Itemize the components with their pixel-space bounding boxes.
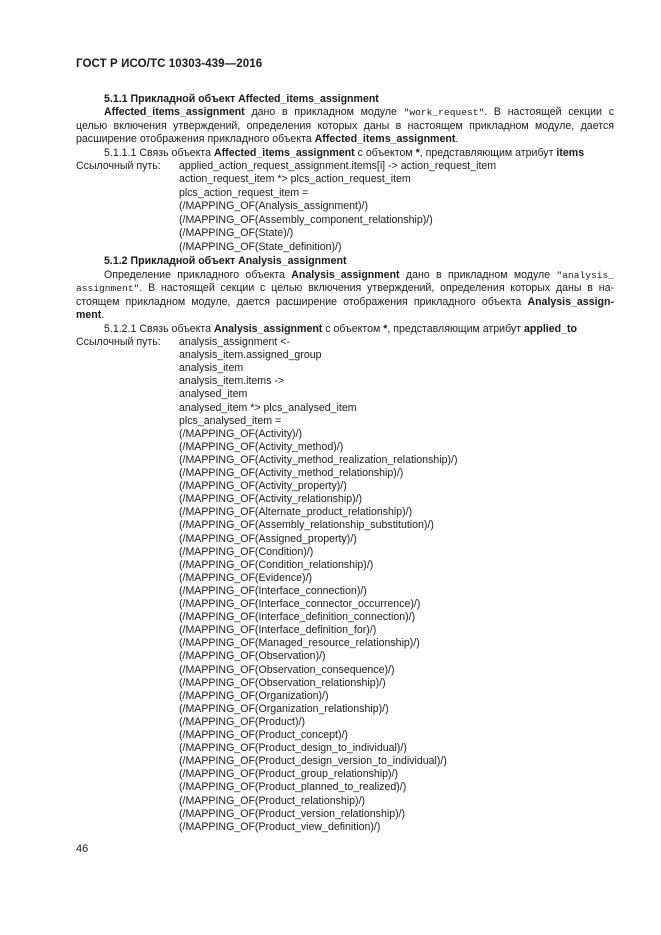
text-run: 5.1.2.1 Связь объекта bbox=[104, 322, 214, 335]
reference-path-line: (/MAPPING_OF(Assigned_property)/) bbox=[179, 532, 357, 545]
bold-term: Analysis_assignment bbox=[214, 322, 323, 335]
bold-term: Affected_items_assignment bbox=[314, 133, 456, 145]
reference-path-line: (/MAPPING_OF(Evidence)/) bbox=[179, 571, 313, 584]
reference-path-line: (/MAPPING_OF(Product_view_definition)/) bbox=[179, 820, 381, 833]
text-run: 5.1.1.1 Связь объекта bbox=[104, 146, 214, 159]
reference-path-line: (/MAPPING_OF(State_definition)/) bbox=[179, 240, 342, 253]
text-run: стоящем прикладном модуле, дается расширение отображения прикладного объекта bbox=[76, 295, 528, 308]
reference-path-line: (/MAPPING_OF(Condition_relationship)/) bbox=[179, 558, 374, 571]
reference-path-line: (/MAPPING_OF(Product)/) bbox=[179, 715, 305, 728]
reference-path-line: (/MAPPING_OF(Activity)/) bbox=[179, 427, 303, 440]
reference-path-label: Ссылочный путь: bbox=[76, 336, 161, 348]
paragraph-line: целью включения утверждений, определения которых даны в настоящем прикладном модуле, дается bbox=[76, 119, 614, 132]
reference-path-line: (/MAPPING_OF(Product_planned_to_realized)/) bbox=[179, 781, 407, 794]
paragraph-line bbox=[76, 269, 614, 282]
reference-path-line: (/MAPPING_OF(Managed_resource_relationship)/) bbox=[179, 637, 420, 650]
reference-path-line: (/MAPPING_OF(Product_group_relationship)/) bbox=[179, 768, 399, 781]
bold-term: items bbox=[556, 146, 585, 159]
reference-path-line: (/MAPPING_OF(Product_design_version_to_individual)/) bbox=[179, 755, 447, 768]
section-heading-analysis-assignment: 5.1.2 Прикладной объект Analysis_assignment bbox=[104, 255, 347, 267]
reference-path-line: (/MAPPING_OF(Activity_method_realization_relationship)/) bbox=[179, 453, 458, 466]
reference-path-line: (/MAPPING_OF(Product_version_relationship)/) bbox=[179, 807, 406, 820]
reference-path-line: (/MAPPING_OF(Product_design_to_individual)/) bbox=[179, 742, 407, 755]
reference-path-line: plcs_analysed_item = bbox=[179, 414, 282, 427]
reference-path-line: applied_action_request_assignment.items[i] -> action_request_item bbox=[179, 160, 497, 172]
reference-path-line: (/MAPPING_OF(Organization_relationship)/) bbox=[179, 702, 389, 715]
reference-path-line: (/MAPPING_OF(Interface_definition_connection)/) bbox=[179, 611, 416, 624]
paragraph-line bbox=[76, 309, 104, 322]
bold-term: Affected_items_assignment bbox=[214, 146, 355, 159]
text-run: . В настоящей секции с целью включения утверждений, определения которых даны в на- bbox=[139, 282, 614, 294]
reference-path-line: (/MAPPING_OF(Assembly_relationship_substitution)/) bbox=[179, 519, 434, 532]
subsection-heading bbox=[104, 147, 584, 160]
subsection-heading bbox=[104, 323, 577, 336]
reference-path-line: (/MAPPING_OF(Condition)/) bbox=[179, 545, 314, 558]
section-heading-affected-items: 5.1.1 Прикладной объект Affected_items_assignment bbox=[104, 93, 379, 105]
text-run: Определение прикладного объекта bbox=[104, 268, 292, 281]
reference-path-line: (/MAPPING_OF(Interface_connector_occurrence)/) bbox=[179, 598, 421, 610]
module-name: "analysis_ bbox=[556, 269, 614, 281]
bold-term: applied_to bbox=[524, 322, 578, 335]
bold-term: Analysis_assignment bbox=[291, 268, 400, 281]
reference-path-line: (/MAPPING_OF(Activity_relationship)/) bbox=[179, 493, 363, 506]
reference-path-line: (/MAPPING_OF(Interface_definition_for)/) bbox=[179, 624, 377, 637]
reference-path-line: (/MAPPING_OF(Alternate_product_relationship)/) bbox=[179, 506, 413, 519]
paragraph-line bbox=[76, 282, 614, 295]
reference-path-line: plcs_action_request_item = bbox=[179, 186, 309, 199]
bold-term: Analysis_assign- bbox=[527, 295, 614, 308]
paragraph-line bbox=[76, 133, 458, 146]
document-header: ГОСТ Р ИСО/ТС 10303-439—2016 bbox=[76, 58, 263, 70]
reference-path-line: action_request_item *> plcs_action_request_item bbox=[179, 173, 411, 186]
paragraph-line bbox=[76, 106, 614, 119]
module-name: "work_request" bbox=[403, 107, 485, 118]
text-run: дано в прикладном модуле bbox=[399, 268, 557, 281]
paragraph-line bbox=[76, 296, 614, 309]
text-run: , представляющим атрибут bbox=[419, 146, 557, 159]
reference-path-line: (/MAPPING_OF(State)/) bbox=[179, 227, 294, 240]
reference-path-line: (/MAPPING_OF(Observation_consequence)/) bbox=[179, 663, 395, 676]
text-run: . bbox=[455, 133, 459, 145]
reference-path-line: (/MAPPING_OF(Activity_property)/) bbox=[179, 480, 347, 493]
text-run: . В настоящей секции с bbox=[484, 106, 614, 118]
reference-path-line: (/MAPPING_OF(Product_concept)/) bbox=[179, 729, 348, 741]
reference-path-line: analysed_item bbox=[179, 388, 248, 401]
reference-path-line: analysis_item.assigned_group bbox=[179, 349, 322, 362]
reference-path-line: (/MAPPING_OF(Product_relationship)/) bbox=[179, 794, 366, 807]
page-number: 46 bbox=[76, 843, 89, 855]
reference-path-label: Ссылочный путь: bbox=[76, 160, 161, 172]
text-run: с объектом bbox=[322, 322, 384, 335]
reference-path-line: (/MAPPING_OF(Activity_method)/) bbox=[179, 440, 344, 453]
reference-path-line: (/MAPPING_OF(Organization)/) bbox=[179, 689, 329, 702]
reference-path-line: (/MAPPING_OF(Assembly_component_relationship)/) bbox=[179, 213, 433, 226]
reference-path-line: analysis_item.items -> bbox=[179, 375, 285, 388]
reference-path-line: (/MAPPING_OF(Interface_connection)/) bbox=[179, 584, 367, 597]
reference-path-line: analysed_item *> plcs_analysed_item bbox=[179, 401, 357, 414]
text-run: дано в прикладном модуле bbox=[244, 106, 404, 118]
bold-term: Affected_items_assignment bbox=[104, 106, 245, 118]
text-run: с объектом bbox=[354, 146, 416, 159]
reference-path-line: analysis_assignment <- bbox=[179, 336, 290, 348]
bold-term: * bbox=[415, 146, 420, 159]
bold-term: * bbox=[383, 322, 388, 335]
text-run: расширение отображения прикладного объекта bbox=[76, 133, 315, 145]
reference-path-line: (/MAPPING_OF(Activity_method_relationship)/) bbox=[179, 467, 404, 479]
reference-path-line: analysis_item bbox=[179, 362, 244, 375]
bold-term: ment bbox=[76, 309, 102, 321]
reference-path-line: (/MAPPING_OF(Analysis_assignment)/) bbox=[179, 200, 368, 213]
module-name: assignment" bbox=[76, 283, 140, 294]
reference-path-line: (/MAPPING_OF(Observation)/) bbox=[179, 650, 326, 663]
text-run: , представляющим атрибут bbox=[387, 322, 525, 335]
text-run: . bbox=[101, 309, 105, 321]
reference-path-line: (/MAPPING_OF(Observation_relationship)/) bbox=[179, 676, 386, 689]
